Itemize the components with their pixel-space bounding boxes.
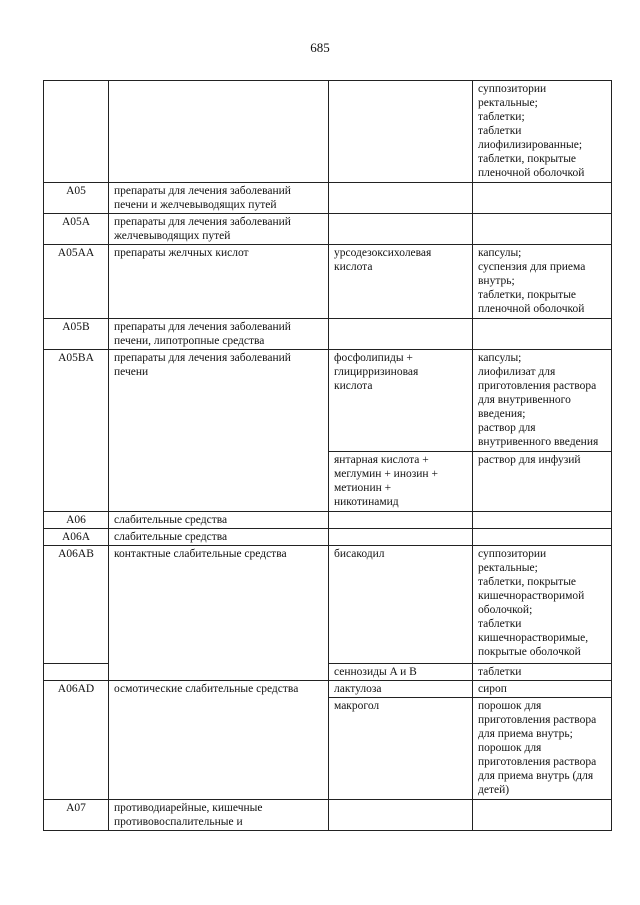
group-cell — [109, 664, 329, 681]
substance-cell: лактулоза — [329, 681, 473, 698]
atc-code-cell: A06AD — [44, 681, 109, 698]
substance-cell: янтарная кислота + меглумин + инозин + метионин + никотинамид — [329, 452, 473, 512]
group-cell — [109, 698, 329, 800]
table-row — [44, 512, 612, 529]
table-row — [44, 214, 612, 245]
substance-cell — [329, 183, 473, 214]
substance-cell — [329, 800, 473, 831]
atc-code-cell: A05AA — [44, 245, 109, 319]
atc-code-cell — [44, 698, 109, 800]
dosage-form-cell — [473, 800, 612, 831]
substance-cell — [329, 214, 473, 245]
table-row — [44, 698, 612, 800]
substance-cell: фосфолипиды + глицирризиновая кислота — [329, 350, 473, 452]
atc-code-cell: A07 — [44, 800, 109, 831]
table-row — [44, 681, 612, 698]
dosage-form-cell — [473, 512, 612, 529]
atc-code-cell: A06 — [44, 512, 109, 529]
substance-cell: урсодезоксихолевая кислота — [329, 245, 473, 319]
group-cell: препараты для лечения заболеваний желчевыводящих путей — [109, 214, 329, 245]
group-cell: слабительные средства — [109, 529, 329, 546]
table-row — [44, 319, 612, 350]
group-cell — [109, 81, 329, 183]
substance-cell — [329, 512, 473, 529]
atc-code-cell: A05BA — [44, 350, 109, 452]
page-number: 685 — [310, 40, 330, 55]
atc-code-cell — [44, 81, 109, 183]
substance-cell: макрогол — [329, 698, 473, 800]
dosage-form-cell: капсулы; лиофилизат для приготовления раствора для внутривенного введения; раствор для внутривенного введения — [473, 350, 612, 452]
table-row — [44, 452, 612, 512]
table-row — [44, 350, 612, 452]
atc-code-cell: A06AB — [44, 546, 109, 664]
atc-code-cell: A05A — [44, 214, 109, 245]
group-cell: осмотические слабительные средства — [109, 681, 329, 698]
group-cell: контактные слабительные средства — [109, 546, 329, 664]
dosage-form-cell: капсулы; суспензия для приема внутрь; таблетки, покрытые пленочной оболочкой — [473, 245, 612, 319]
substance-cell — [329, 319, 473, 350]
dosage-form-cell — [473, 214, 612, 245]
group-cell: препараты для лечения заболеваний печени — [109, 350, 329, 452]
substance-cell — [329, 529, 473, 546]
substance-cell: сеннозиды A и B — [329, 664, 473, 681]
dosage-form-cell: таблетки — [473, 664, 612, 681]
dosage-form-cell — [473, 319, 612, 350]
dosage-form-cell: суппозитории ректальные; таблетки; таблетки лиофилизированные; таблетки, покрытые пленочной оболочкой — [473, 81, 612, 183]
table-row — [44, 800, 612, 831]
substance-cell — [329, 81, 473, 183]
substance-cell: бисакодил — [329, 546, 473, 664]
table-row — [44, 664, 612, 681]
group-cell: слабительные средства — [109, 512, 329, 529]
table-row — [44, 546, 612, 664]
atc-code-cell: A05B — [44, 319, 109, 350]
group-cell: препараты для лечения заболеваний печени, липотропные средства — [109, 319, 329, 350]
atc-code-cell — [44, 664, 109, 681]
dosage-form-cell: порошок для приготовления раствора для приема внутрь; порошок для приготовления раствора для приема внутрь (для детей) — [473, 698, 612, 800]
dosage-form-cell: суппозитории ректальные; таблетки, покрытые кишечнорастворимой оболочкой; таблетки кишечнорастворимые, покрытые оболочкой — [473, 546, 612, 664]
table-row — [44, 245, 612, 319]
dosage-form-cell — [473, 529, 612, 546]
dosage-form-cell — [473, 183, 612, 214]
group-cell — [109, 452, 329, 512]
atc-code-cell: A05 — [44, 183, 109, 214]
group-cell: препараты желчных кислот — [109, 245, 329, 319]
dosage-form-cell: сироп — [473, 681, 612, 698]
table-row — [44, 183, 612, 214]
group-cell: препараты для лечения заболеваний печени и желчевыводящих путей — [109, 183, 329, 214]
table-row — [44, 81, 612, 183]
atc-code-cell: A06A — [44, 529, 109, 546]
table-row — [44, 529, 612, 546]
medication-table — [43, 80, 612, 831]
group-cell: противодиарейные, кишечные противовоспалительные и — [109, 800, 329, 831]
atc-code-cell — [44, 452, 109, 512]
dosage-form-cell: раствор для инфузий — [473, 452, 612, 512]
